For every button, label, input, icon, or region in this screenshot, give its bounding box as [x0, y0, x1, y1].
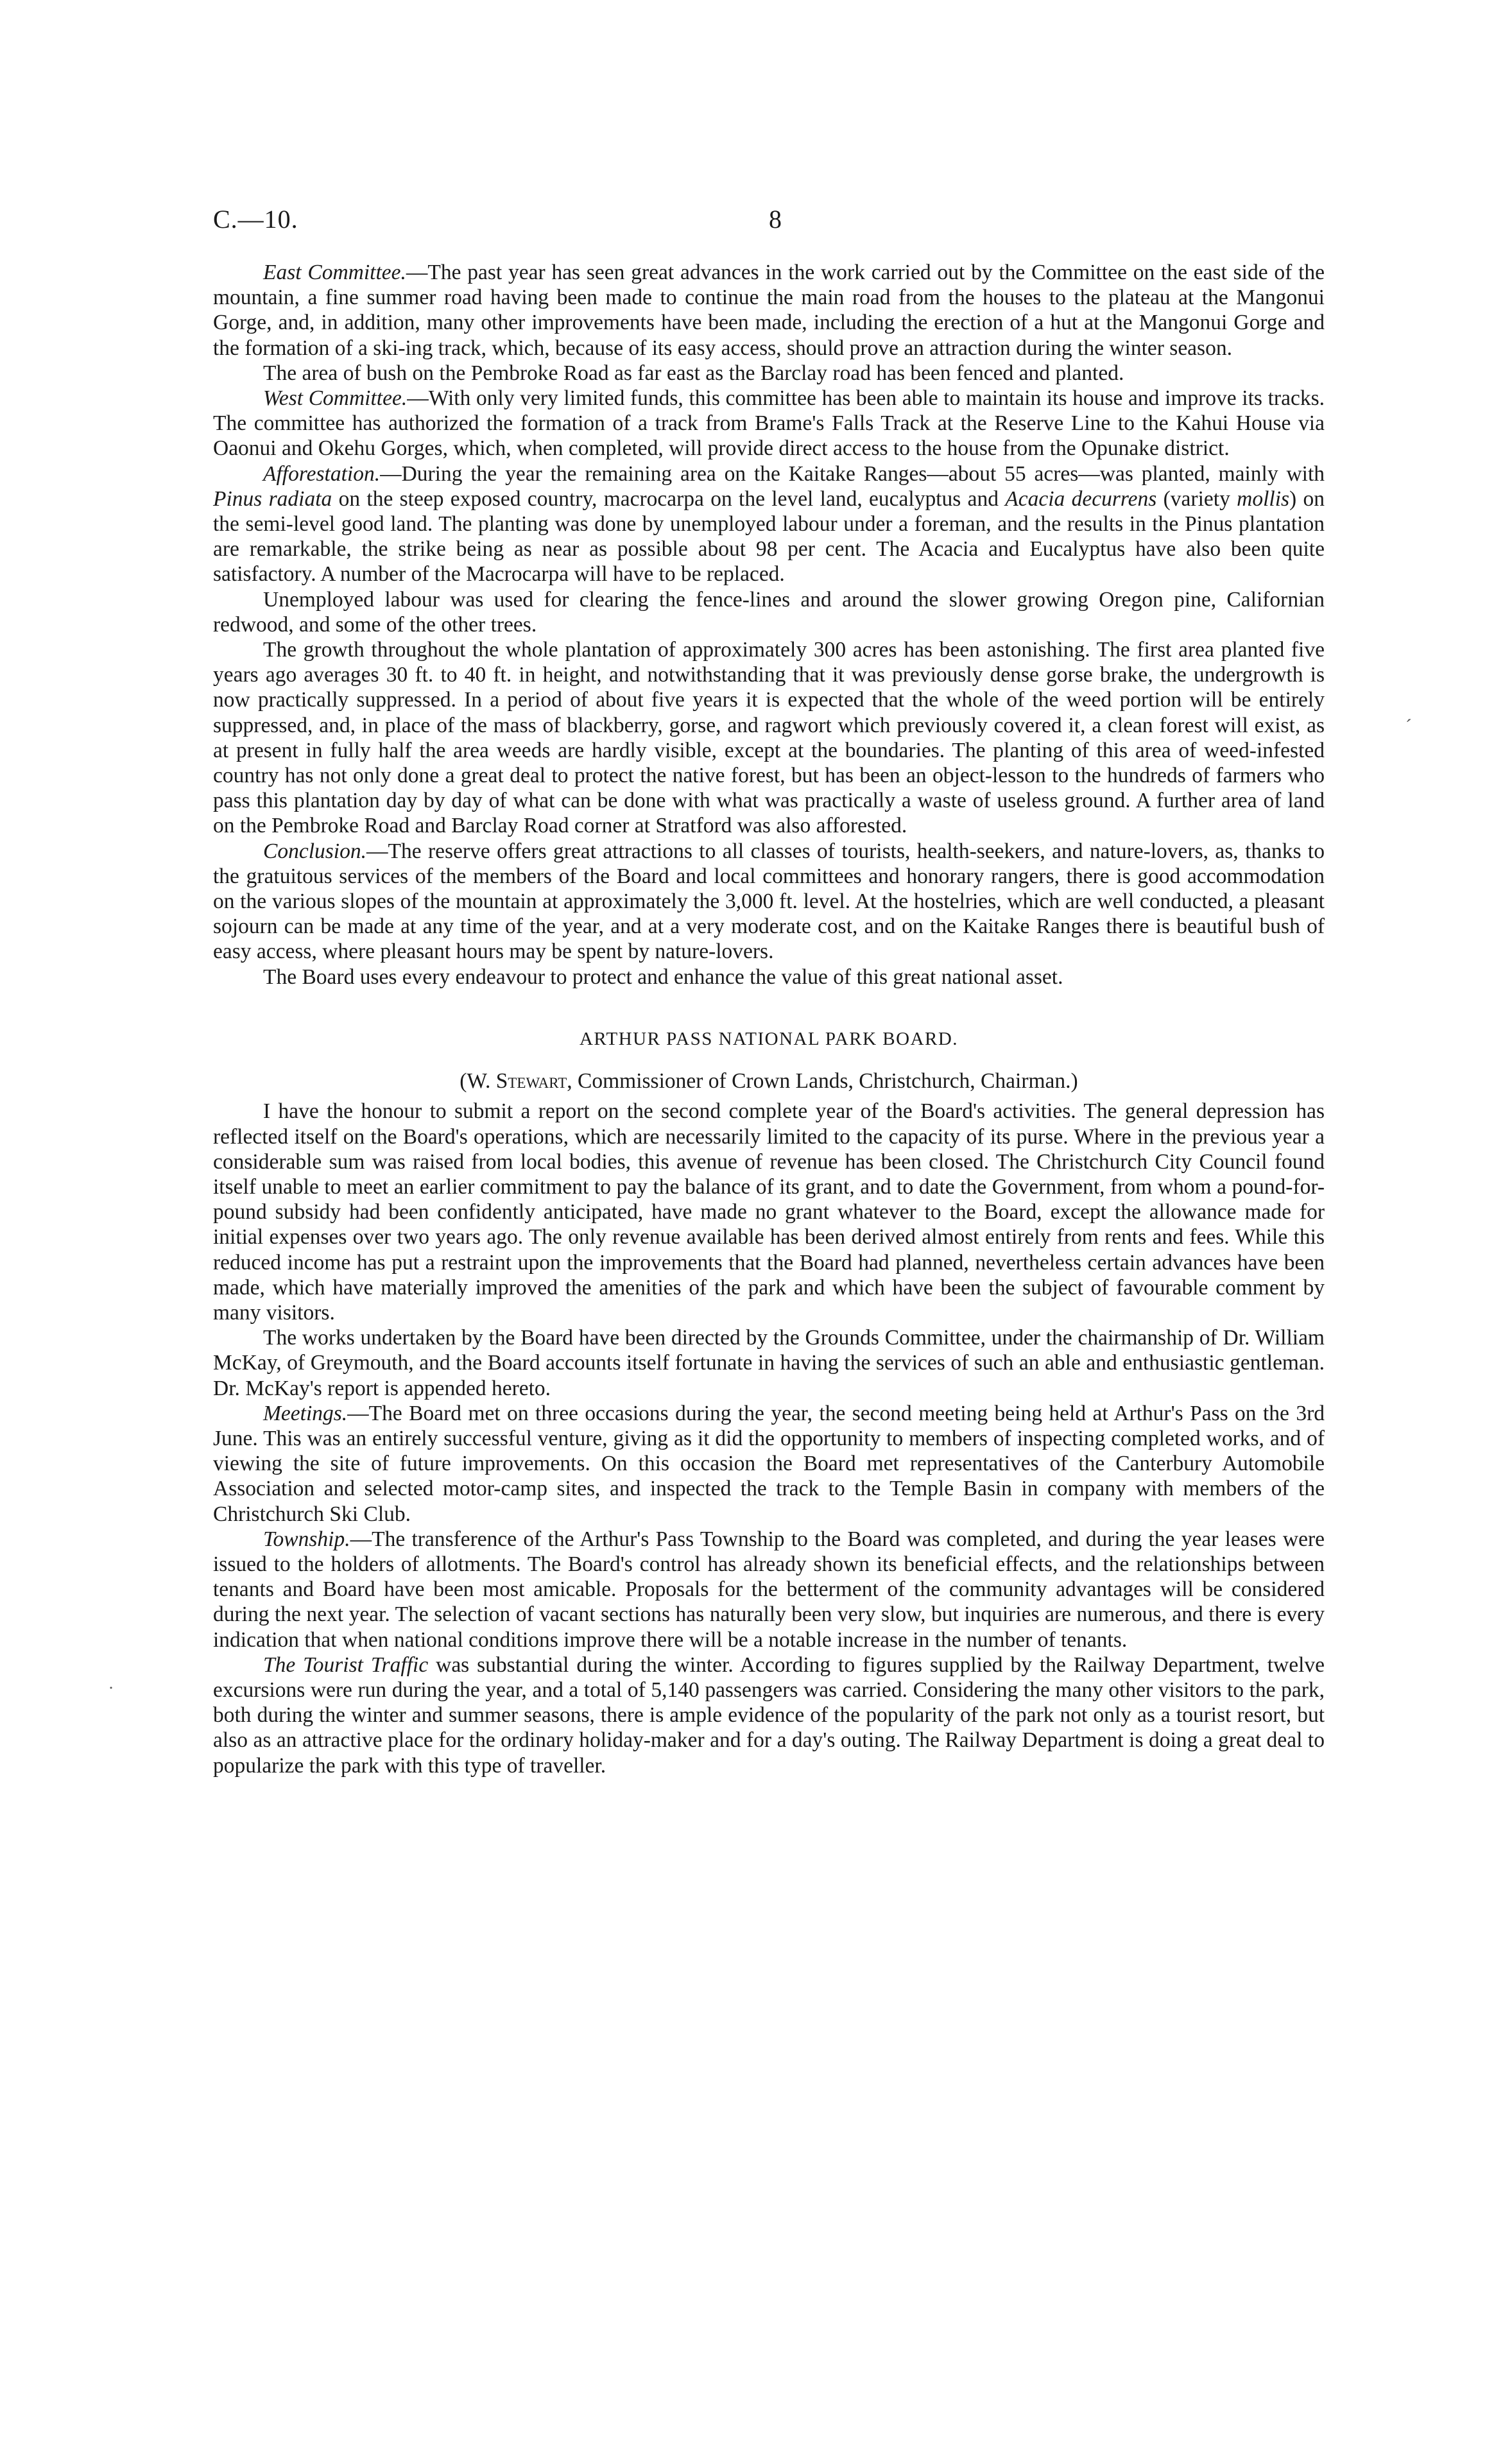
afforestation-text-4: ) on the semi-level good land. The planting was done by unemployed labour under a foreman, and the results in the Pinus plantation are remarkable, the strike being as near as possible about 98 per cent. The Acacia and Eucalyptus have also been quite satisfactory. A number of the Macrocarpa will have to be replaced. — [213, 486, 1325, 587]
chairman-line-open: (W. — [460, 1069, 496, 1094]
board-endeavour-paragraph: The Board uses every endeavour to protect and enhance the value of this great national asset. — [263, 965, 1063, 989]
arthur-works-paragraph: The works undertaken by the Board have been directed by the Grounds Committee, under the chairmanship of Dr. William McKay, of Greymouth, and the Board accounts itself fortunate in having the services of such an able and enthusiastic gentleman. Dr. McKay's report is appended hereto. — [213, 1326, 1325, 1400]
conclusion-paragraph — [213, 839, 1325, 965]
document-code: C.—10. — [213, 205, 298, 234]
east-committee-paragraph — [213, 260, 1325, 361]
plantation-growth-paragraph: The growth throughout the whole plantation of approximately 300 acres has been astonishing. The first area planted five years ago averages 30 ft. to 40 ft. in height, and notwithstanding that it was previously dense gorse brake, the undergrowth is now practically suppressed. In a period of about five years it is expected that the whole of the weed portion will be entirely suppressed, and, in place of the mass of blackberry, gorse, and ragwort which previously covered it, a clean forest will exist, as at present in fully half the area weeds are hardly visible, except at the boundaries. The planting of this area of weed-infested country has not only done a great deal to protect the native forest, but has been an object-lesson to the hundreds of farmers who pass this plantation day by day of what can be done with what was practically a waste of useless ground. A further area of land on the Pembroke Road and Barclay Road corner at Stratford was also afforested. — [213, 638, 1325, 838]
afforestation-text-2: on the steep exposed country, macrocarpa on the level land, eucalyptus and — [332, 486, 1006, 511]
species-pinus-radiata: Pinus radiata — [213, 486, 332, 511]
chairman-line-rest: , Commissioner of Crown Lands, Christchurch, Chairman.) — [567, 1069, 1078, 1094]
page-number: 8 — [769, 205, 782, 234]
margin-mark-right: ´ — [1405, 716, 1412, 737]
tourist-traffic-text: was substantial during the winter. According to figures supplied by the Railway Department, twelve excursions were run during the year, and a total of 5,140 passengers was carried. Considering the many other visitors to the park, both during the winter and summer seasons, there is ample evidence of the popularity of the park not only as a tourist resort, but also as an attractive place for the ordinary holiday-maker and for a day's outing. The Railway Department is doing a great deal to popularize the park with this type of traveller. — [213, 1653, 1325, 1778]
west-committee-text: —With only very limited funds, this committee has been able to maintain its house and improve its tracks. The committee has authorized the formation of a track from Brame's Falls Track at the Reserve Line to the Kahui House via Oaonui and Okehu Gorges, which, when completed, will provide direct access to the house from the Opunake district. — [213, 386, 1325, 461]
meetings-text: —The Board met on three occasions during the year, the second meeting being held at Arthur's Pass on the 3rd June. This was an entirely successful venture, giving as it did the opportunity to members of inspecting completed works, and of viewing the site of future improvements. On this occasion the Board met representatives of the Canterbury Automobile Association and selected motor-camp sites, and inspected the track to the Temple Basin in company with members of the Christchurch Ski Club. — [213, 1401, 1325, 1526]
afforestation-paragraph — [213, 461, 1325, 587]
page-header — [213, 204, 1325, 243]
meetings-paragraph — [213, 1401, 1325, 1527]
meetings-heading: Meetings. — [263, 1401, 348, 1425]
conclusion-heading: Conclusion. — [263, 839, 366, 863]
arthur-pass-chairman-line — [213, 1069, 1325, 1094]
east-bush-paragraph: The area of bush on the Pembroke Road as far east as the Barclay road has been fenced and planted. — [263, 361, 1124, 385]
west-committee-paragraph — [213, 386, 1325, 461]
township-paragraph — [213, 1527, 1325, 1653]
arthur-intro-paragraph: I have the honour to submit a report on the second complete year of the Board's activities. The general depression has reflected itself on the Board's operations, which are necessarily limited to the capacity of its purse. Where in the previous year a considerable sum was raised from local bodies, this avenue of revenue has been closed. The Christchurch City Council found itself unable to meet an earlier commitment to pay the balance of its grant, and to date the Government, from whom a pound-for-pound subsidy had been confidently anticipated, have made no grant whatever to the Board, except the allowance made for initial expenses over two years ago. The only revenue available has been derived almost entirely from rents and fees. While this reduced income has put a restraint upon the improvements that the Board had planned, nevertheless certain advances have been made, which have materially improved the amenities of the park and which have been the subject of favourable comment by many visitors. — [213, 1099, 1325, 1325]
conclusion-text: —The reserve offers great attractions to all classes of tourists, health-seekers, and nature-lovers, as, thanks to the gratuitous services of the members of the Board and local committees and honorary rangers, there is good accommodation on the various slopes of the mountain at approximately the 3,000 ft. level. At the hostelries, which are well conducted, a pleasant sojourn can be made at any time of the year, and at a very moderate cost, and on the Kaitake Ranges there is beautiful bush of easy access, where pleasant hours may be spent by nature-lovers. — [213, 839, 1325, 964]
tourist-traffic-paragraph — [213, 1653, 1325, 1778]
report-body — [213, 260, 1325, 1778]
township-heading: Township. — [263, 1527, 350, 1551]
afforestation-text-3: (variety — [1156, 486, 1237, 511]
species-acacia-decurrens: Acacia decurrens — [1005, 486, 1157, 511]
afforestation-heading: Afforestation. — [263, 461, 381, 486]
east-committee-heading: East Committee. — [263, 261, 406, 284]
township-text: —The transference of the Arthur's Pass Township to the Board was completed, and during the year leases were issued to the holders of allotments. The Board's control has already shown its beneficial effects, and the relationships between tenants and Board have been most amicable. Proposals for the betterment of the community advantages will be considered during the next year. The selection of vacant sections has naturally been very slow, but inquiries are numerous, and there is every indication that when national conditions improve there will be a notable increase in the number of tenants. — [213, 1527, 1325, 1652]
unemployed-labour-paragraph: Unemployed labour was used for clearing the fence-lines and around the slower growing Oregon pine, Californian redwood, and some of the other trees. — [213, 587, 1325, 637]
tourist-traffic-heading: The Tourist Traffic — [263, 1653, 429, 1677]
west-committee-heading: West Committee. — [263, 386, 408, 411]
arthur-pass-section-title: ARTHUR PASS NATIONAL PARK BOARD. — [579, 1028, 959, 1049]
afforestation-text-1: —During the year the remaining area on the Kaitake Ranges—about 55 acres—was planted, mainly with — [380, 461, 1325, 486]
margin-mark-left: ˙ — [108, 1683, 114, 1704]
species-mollis: mollis — [1237, 486, 1290, 511]
chairman-name: Stewart — [495, 1069, 567, 1094]
east-committee-text: —The past year has seen great advances in the work carried out by the Committee on the east side of the mountain, a fine summer road having been made to continue the main road from the houses to the plateau at the Mangonui Gorge, and, in addition, many other improvements have been made, including the erection of a hut at the Mangonui Gorge and the formation of a ski-ing track, which, because of its easy access, should prove an attraction during the winter season. — [213, 261, 1325, 360]
